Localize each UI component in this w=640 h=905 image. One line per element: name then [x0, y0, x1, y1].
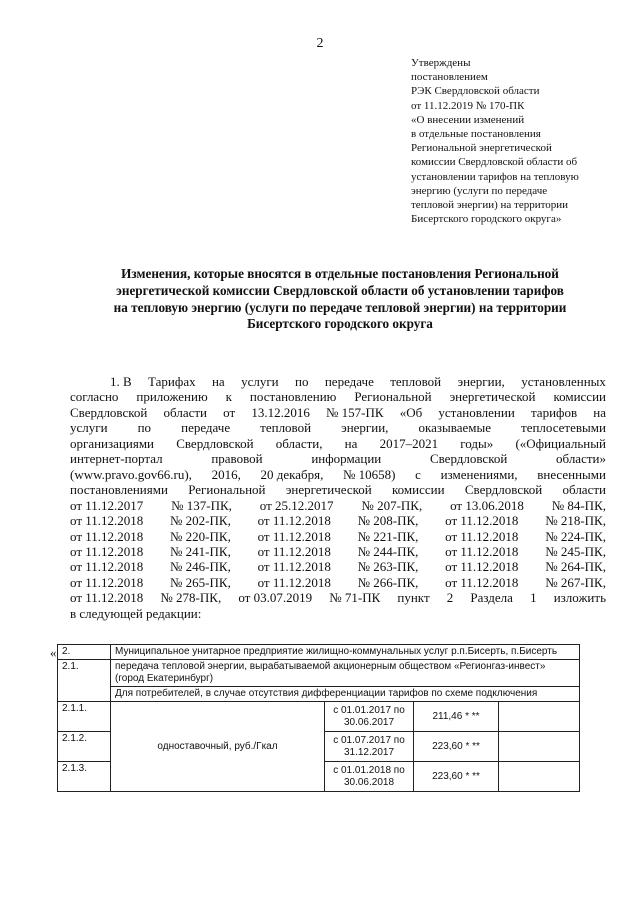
tariff-table: [57, 644, 580, 792]
word: № 208-ПК,: [357, 513, 419, 529]
body-line: [70, 451, 606, 466]
word: по: [295, 374, 309, 389]
word: Свердловской: [70, 404, 148, 420]
page-number: 2: [316, 36, 324, 51]
word: № 278-ПК,: [160, 590, 222, 606]
word: № 157-ПК: [326, 404, 384, 420]
word: 2017–2021: [379, 435, 439, 451]
word: энергетической: [285, 482, 372, 498]
body-line: [70, 389, 606, 404]
word: организациями: [70, 435, 154, 451]
table-row: [58, 687, 580, 702]
tariff-value: 223,60 * **: [414, 762, 499, 792]
word: согласно: [70, 389, 119, 405]
word: от: [223, 404, 236, 420]
approval-line: Бисертского городского округа»: [411, 213, 562, 226]
word: пункт: [397, 590, 430, 606]
word: Региональной: [354, 389, 432, 405]
word: Свердловской: [429, 451, 508, 467]
word: № 267-ПК,: [545, 574, 606, 590]
period-cell: с 01.01.2017 по 30.06.2017: [325, 702, 414, 732]
word: от 11.12.2018: [445, 513, 519, 529]
approval-line: постановлением: [411, 71, 488, 84]
word: 2016,: [211, 466, 241, 482]
row-number: 2.: [58, 645, 111, 660]
word: № 265-ПК,: [170, 574, 231, 590]
word: от 11.12.2018: [70, 513, 144, 529]
word: № 84-ПК,: [551, 497, 606, 513]
word: № 264-ПК,: [545, 559, 606, 575]
approval-line: тепловой энергии) на территории: [411, 199, 569, 212]
word: области»: [556, 451, 606, 467]
body-paragraph: [70, 374, 606, 621]
row-number: 2.1.3.: [58, 762, 111, 792]
table-row: [58, 660, 580, 687]
word: энергии,: [341, 420, 389, 436]
word: Тарифах: [148, 374, 196, 389]
body-line: [70, 498, 606, 513]
body-line: [70, 513, 606, 528]
row-number: 2.1.: [58, 660, 111, 702]
word: внесенными: [537, 466, 606, 482]
word: от 11.12.2018: [70, 559, 144, 575]
word: тепловой: [390, 374, 442, 389]
word: области: [562, 482, 606, 498]
word: от 11.12.2018: [445, 559, 519, 575]
word: № 266-ПК,: [357, 574, 419, 590]
word: информации: [311, 451, 382, 467]
word: теплосетевыми: [521, 420, 606, 436]
approval-line: комиссии Свердловской области об: [411, 156, 578, 169]
word: от 03.07.2019: [238, 590, 313, 606]
word: 2: [446, 590, 454, 606]
word: энергии,: [457, 374, 505, 389]
word: № 221-ПК,: [357, 528, 419, 544]
word: № 244-ПК,: [357, 543, 419, 559]
word: энергетической: [449, 389, 536, 405]
row-number: 2.1.1.: [58, 702, 111, 732]
word: № 246-ПК,: [170, 559, 231, 575]
word: установлении: [438, 404, 515, 420]
title-line: Изменения, которые вносятся в отдельные постановления Региональной: [121, 266, 559, 281]
word: («Официальный: [515, 435, 606, 451]
body-line: [70, 606, 606, 621]
approval-line: установлении тарифов на тепловую: [411, 170, 579, 183]
word: 1. В: [110, 374, 132, 389]
word: от 11.12.2018: [70, 590, 144, 606]
word: № 218-ПК,: [545, 513, 606, 529]
word: № 71-ПК: [329, 590, 381, 606]
empty-cell: [499, 732, 580, 762]
word: от 11.12.2018: [70, 543, 144, 559]
word: по: [137, 420, 152, 436]
word: установленных: [521, 374, 606, 389]
word: № 220-ПК,: [170, 528, 231, 544]
opening-quote: «: [50, 645, 57, 660]
title-line: на тепловую энергию (услуги по передаче тепловой энергии) на территории: [113, 299, 567, 315]
approval-line: Утверждены: [411, 57, 471, 69]
approval-line: РЭК Свердловской области: [411, 85, 540, 98]
word: Свердловской: [176, 435, 254, 451]
consumer-description: Для потребителей, в случае отсутствия дифференциации тарифов по схеме подключения: [111, 687, 580, 702]
word: от 11.12.2017: [70, 497, 144, 513]
word: № 263-ПК,: [357, 559, 419, 575]
service-description: передача тепловой энергии, вырабатываемой акционерным обществом «Регионгаз-инвест» (город Екатеринбург): [111, 660, 580, 687]
word: передаче: [181, 420, 231, 436]
word: Свердловской: [464, 482, 543, 498]
word: годы»: [460, 435, 494, 451]
tariff-value: 223,60 * **: [414, 732, 499, 762]
empty-cell: [499, 762, 580, 792]
word: от 11.12.2018: [257, 574, 331, 590]
word: области,: [275, 435, 323, 451]
word: 13.12.2016: [251, 404, 310, 420]
word: на: [344, 435, 358, 451]
title-line: энергетической комиссии Свердловской области об установлении тарифов: [116, 282, 564, 298]
title-line: Бисертского городского округа: [247, 316, 433, 332]
word: передаче: [324, 374, 374, 389]
word: изложить: [553, 590, 606, 606]
tariff-type: одноставочный, руб./Гкал: [111, 702, 325, 792]
word: от 11.12.2018: [257, 543, 331, 559]
table-row: [58, 645, 580, 660]
word: от 11.12.2018: [70, 574, 144, 590]
word: № 137-ПК,: [171, 497, 232, 513]
body-line: [70, 482, 606, 497]
period-cell: с 01.07.2017 по 31.12.2017: [325, 732, 414, 762]
word: комиссии: [392, 482, 445, 498]
word: 20 декабря,: [260, 466, 324, 482]
word: от 13.06.2018: [450, 497, 524, 513]
word: постановлениями: [70, 482, 168, 498]
document-title: [70, 266, 610, 333]
word: к: [225, 389, 232, 405]
word: Раздела: [470, 590, 513, 606]
approval-line: «О внесении изменений: [411, 113, 525, 126]
body-line: [70, 405, 606, 420]
row-number: 2.1.2.: [58, 732, 111, 762]
word: услуги: [70, 420, 108, 436]
word: № 202-ПК,: [170, 513, 231, 529]
body-line: [70, 590, 606, 605]
word: интернет-портал: [70, 451, 163, 467]
word: от 11.12.2018: [257, 513, 331, 529]
word: (www.pravo.gov66.ru),: [70, 466, 192, 482]
word: приложению: [136, 389, 208, 405]
word: от 11.12.2018: [70, 528, 144, 544]
word: от 11.12.2018: [445, 528, 519, 544]
word: 1: [530, 590, 537, 606]
table-row: [58, 702, 580, 732]
word: № 245-ПК,: [545, 543, 606, 559]
word: от 11.12.2018: [445, 543, 519, 559]
word: услуги: [241, 374, 279, 389]
word: № 224-ПК,: [545, 528, 606, 544]
organization-name: Муниципальное унитарное предприятие жилищно-коммунальных услуг р.п.Бисерть, п.Бисерть: [111, 645, 580, 660]
word: «Об: [399, 404, 423, 420]
word: правовой: [211, 451, 263, 467]
word: Региональной: [188, 482, 266, 498]
approval-line: энергию (услуги по передаче: [411, 184, 548, 197]
body-line: [70, 374, 606, 389]
word: в следующей редакции:: [70, 605, 202, 621]
empty-cell: [499, 702, 580, 732]
word: от 11.12.2018: [445, 574, 519, 590]
word: постановлению: [249, 389, 337, 405]
word: оказываемые: [418, 420, 491, 436]
word: тарифов: [530, 404, 578, 420]
word: на: [593, 404, 606, 420]
body-line: [70, 529, 606, 544]
word: от 11.12.2018: [257, 528, 331, 544]
approval-line: в отдельные постановления: [411, 128, 541, 141]
approval-line: Региональной энергетической: [411, 142, 552, 155]
approval-block: [411, 56, 626, 226]
word: комиссии: [553, 389, 606, 405]
body-line: [70, 575, 606, 590]
word: от 25.12.2017: [259, 497, 334, 513]
word: изменениями,: [440, 466, 518, 482]
word: № 207-ПК,: [361, 497, 423, 513]
body-line: [70, 559, 606, 574]
word: тепловой: [260, 420, 312, 436]
word: № 241-ПК,: [170, 543, 231, 559]
period-cell: с 01.01.2018 по 30.06.2018: [325, 762, 414, 792]
body-line: [70, 467, 606, 482]
word: на: [211, 374, 225, 389]
word: с: [415, 466, 421, 482]
tariff-value: 211,46 * **: [414, 702, 499, 732]
approval-line: от 11.12.2019 № 170-ПК: [411, 99, 525, 112]
word: области: [163, 404, 208, 420]
body-line: [70, 436, 606, 451]
body-line: [70, 420, 606, 435]
word: от 11.12.2018: [257, 559, 331, 575]
body-line: [70, 544, 606, 559]
word: № 10658): [343, 466, 396, 482]
